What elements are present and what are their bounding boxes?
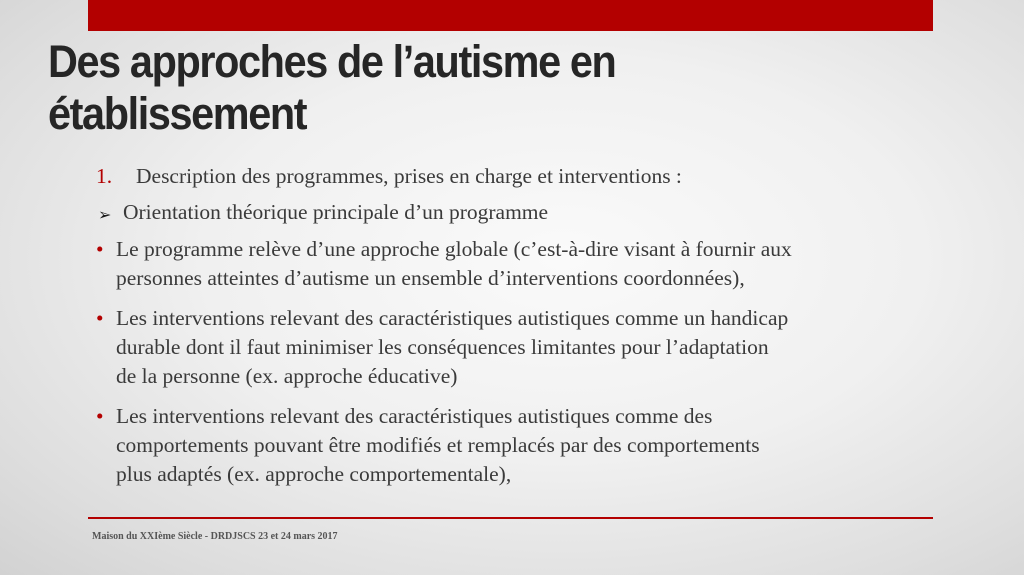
list-item-text: Description des programmes, prises en charge et interventions :: [136, 164, 682, 188]
footer-divider: [88, 517, 933, 519]
bullet-icon: •: [96, 237, 104, 261]
slide-title: [48, 36, 858, 140]
list-item-text-line: personnes atteintes d’autisme un ensemble d’interventions coordonnées),: [116, 266, 745, 290]
list-item-text-line: durable dont il faut minimiser les conséquences limitantes pour l’adaptation: [116, 335, 769, 359]
list-item-numbered: [96, 162, 682, 191]
list-item-text-line: comportements pouvant être modifiés et remplacés par des comportements: [116, 433, 760, 457]
list-item-text: Orientation théorique principale d’un programme: [123, 200, 549, 224]
bullet-icon: •: [96, 306, 104, 330]
slide-title-line: établissement: [48, 88, 307, 139]
list-item-text-line: Les interventions relevant des caractéristiques autistiques comme un handicap: [116, 306, 789, 330]
list-item-text-line: plus adaptés (ex. approche comportementale),: [116, 462, 512, 486]
list-item-bullet: [96, 402, 760, 489]
list-number: 1.: [96, 164, 113, 188]
list-item-arrow: [98, 198, 548, 227]
list-item-bullet: [96, 235, 792, 293]
arrow-bullet-icon: ➢: [98, 207, 112, 224]
list-item-text-line: de la personne (ex. approche éducative): [116, 364, 458, 388]
bullet-icon: •: [96, 404, 104, 428]
list-item-text-line: Les interventions relevant des caractéristiques autistiques comme des: [116, 404, 713, 428]
top-accent-bar: [88, 0, 933, 31]
slide-title-line: Des approches de l’autisme en: [48, 36, 616, 87]
list-item-bullet: [96, 304, 788, 391]
list-item-text-line: Le programme relève d’une approche globale (c’est-à-dire visant à fournir aux: [116, 237, 792, 261]
slide-footer: Maison du XXIème Siècle - DRDJSCS 23 et 24 mars 2017: [92, 531, 338, 542]
